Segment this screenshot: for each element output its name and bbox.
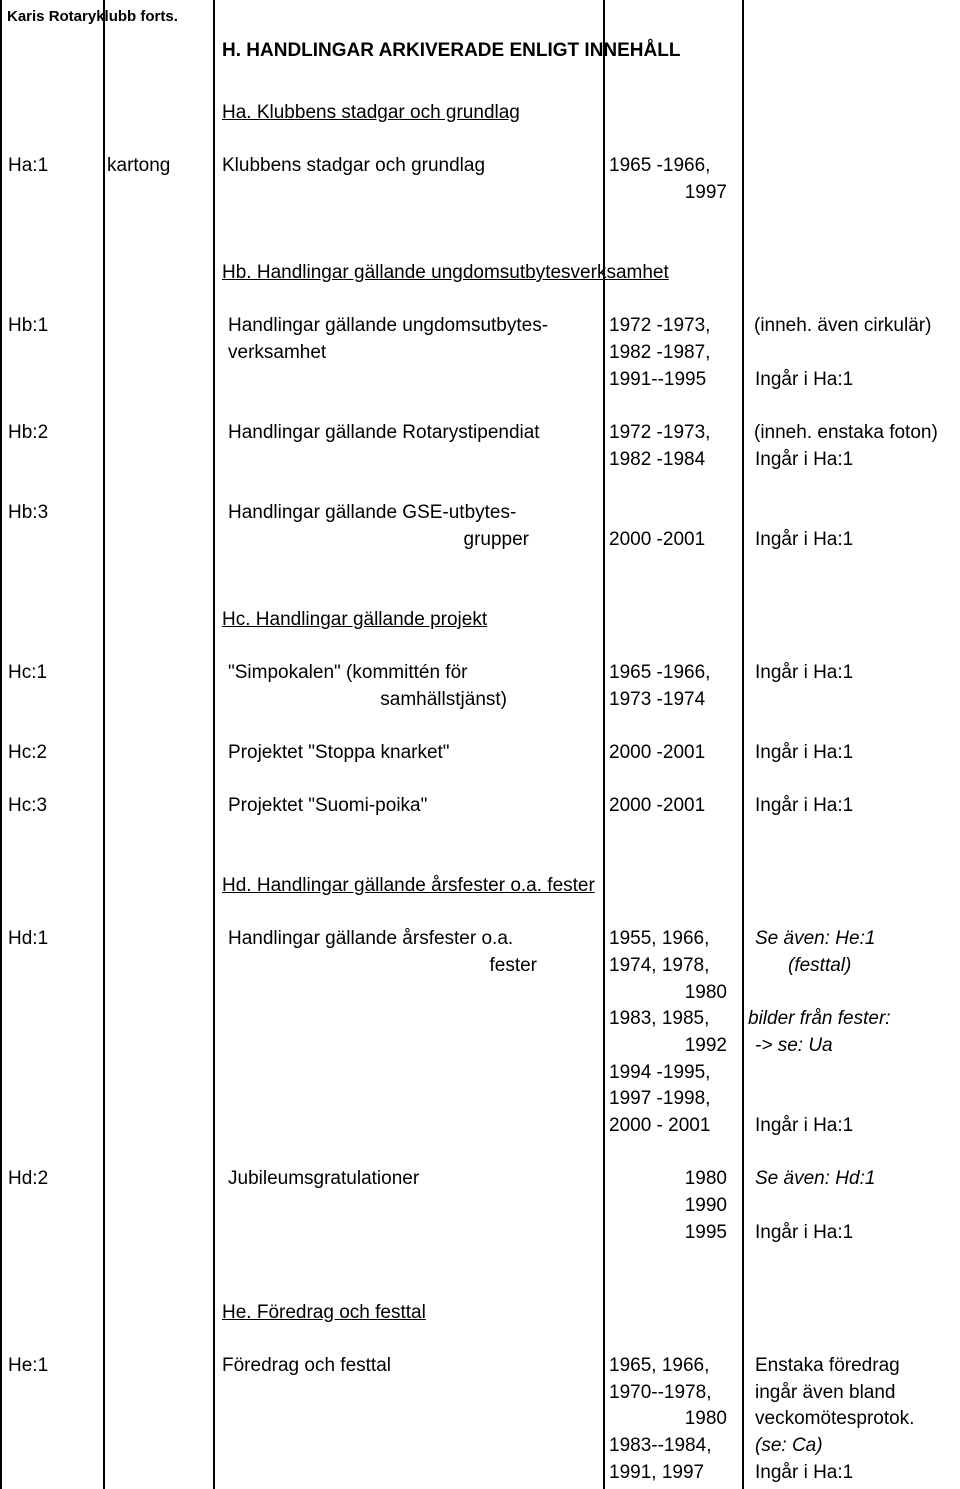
row-years: 2000 - 2001	[609, 1115, 711, 1136]
row-code: Hc:1	[8, 662, 48, 683]
row-title: Föredrag och festtal	[222, 1355, 391, 1376]
section-title: H. HANDLINGAR ARKIVERADE ENLIGT INNEHÅLL	[222, 40, 681, 61]
row-years: 2000 -2001	[609, 529, 706, 550]
row-code: Hd:1	[8, 928, 49, 949]
row-title: verksamhet	[228, 342, 327, 363]
row-years: 1997 -1998,	[609, 1088, 711, 1109]
row-note: (festtal)	[788, 955, 852, 976]
row-years: 1970--1978,	[609, 1382, 712, 1403]
row-title: Handlingar gällande Rotarystipendiat	[228, 422, 540, 443]
row-title: Handlingar gällande ungdomsutbytes-	[228, 315, 549, 336]
group-heading-hd: Hd. Handlingar gällande årsfester o.a. fester	[222, 875, 595, 896]
page-header: Karis Rotaryklubb forts.	[7, 8, 178, 25]
row-code: He:1	[8, 1355, 49, 1376]
row-title: "Simpokalen" (kommittén för	[228, 662, 468, 683]
column-rule-5	[742, 0, 744, 1489]
row-years: 1994 -1995,	[609, 1062, 711, 1083]
row-years: 1982 -1987,	[609, 342, 711, 363]
row-years: 1980	[684, 1408, 727, 1429]
row-code: Ha:1	[8, 155, 49, 176]
row-years: 1991--1995	[609, 369, 707, 390]
row-type: kartong	[107, 155, 171, 176]
row-years: 1982 -1984	[609, 449, 706, 470]
group-heading-ha: Ha. Klubbens stadgar och grundlag	[222, 102, 520, 123]
row-years: 1992	[684, 1035, 727, 1056]
row-ref: Ingår i Ha:1	[755, 662, 854, 683]
row-code: Hb:3	[8, 502, 49, 523]
row-ref: Ingår i Ha:1	[755, 449, 854, 470]
row-years: 2000 -2001	[609, 742, 706, 763]
row-years: 1955, 1966,	[609, 928, 710, 949]
row-note: Se även: Hd:1	[755, 1168, 876, 1189]
row-note: bilder från fester:	[748, 1008, 891, 1029]
row-years: 1974, 1978,	[609, 955, 710, 976]
row-years: 1983--1984,	[609, 1435, 712, 1456]
row-years: 1983, 1985,	[609, 1008, 710, 1029]
row-code: Hd:2	[8, 1168, 49, 1189]
group-heading-hc: Hc. Handlingar gällande projekt	[222, 609, 488, 630]
row-years: 1965, 1966,	[609, 1355, 710, 1376]
row-note: -> se: Ua	[755, 1035, 833, 1056]
row-years: 1973 -1974	[609, 689, 706, 710]
row-years: 1972 -1973,	[609, 422, 711, 443]
row-note: veckomötesprotok.	[755, 1408, 915, 1429]
row-years: 1980	[684, 1168, 727, 1189]
row-title: Projektet "Stoppa knarket"	[228, 742, 450, 763]
row-note: ingår även bland	[755, 1382, 896, 1403]
row-ref: Ingår i Ha:1	[755, 369, 854, 390]
row-years: 1972 -1973,	[609, 315, 711, 336]
row-ref: Ingår i Ha:1	[755, 1115, 854, 1136]
row-years: 1991, 1997	[609, 1462, 705, 1483]
row-note: Enstaka föredrag	[755, 1355, 900, 1376]
row-ref: Ingår i Ha:1	[755, 1222, 854, 1243]
row-note: Se även: He:1	[755, 928, 876, 949]
row-title: Klubbens stadgar och grundlag	[222, 155, 486, 176]
column-rule-3	[213, 0, 215, 1489]
group-heading-he: He. Föredrag och festtal	[222, 1302, 426, 1323]
row-years: 1995	[684, 1222, 727, 1243]
row-years: 1997	[684, 182, 727, 203]
row-code: Hc:2	[8, 742, 48, 763]
row-note: (inneh. enstaka foton)	[754, 422, 938, 443]
row-title: grupper	[463, 529, 529, 550]
row-note: (se: Ca)	[755, 1435, 823, 1456]
row-code: Hb:2	[8, 422, 49, 443]
row-years: 1990	[684, 1195, 727, 1216]
row-title: Handlingar gällande GSE-utbytes-	[228, 502, 517, 523]
row-title: Projektet "Suomi-poika"	[228, 795, 428, 816]
row-ref: Ingår i Ha:1	[755, 795, 854, 816]
row-title: samhällstjänst)	[380, 689, 507, 710]
row-ref: Ingår i Ha:1	[755, 529, 854, 550]
row-title: Handlingar gällande årsfester o.a.	[228, 928, 514, 949]
column-rule-4	[603, 0, 605, 1489]
row-code: Hb:1	[8, 315, 49, 336]
row-years: 2000 -2001	[609, 795, 706, 816]
group-heading-hb: Hb. Handlingar gällande ungdomsutbytesverksamhet	[222, 262, 669, 283]
column-rule-2	[103, 0, 105, 1489]
row-years: 1980	[684, 982, 727, 1003]
row-ref: Ingår i Ha:1	[755, 742, 854, 763]
column-rule-1	[0, 0, 2, 1489]
row-years: 1965 -1966,	[609, 662, 711, 683]
row-title: Jubileumsgratulationer	[228, 1168, 420, 1189]
row-ref: Ingår i Ha:1	[755, 1462, 854, 1483]
row-years: 1965 -1966,	[609, 155, 711, 176]
row-title: fester	[489, 955, 537, 976]
row-code: Hc:3	[8, 795, 48, 816]
row-note: (inneh. även cirkulär)	[754, 315, 932, 336]
